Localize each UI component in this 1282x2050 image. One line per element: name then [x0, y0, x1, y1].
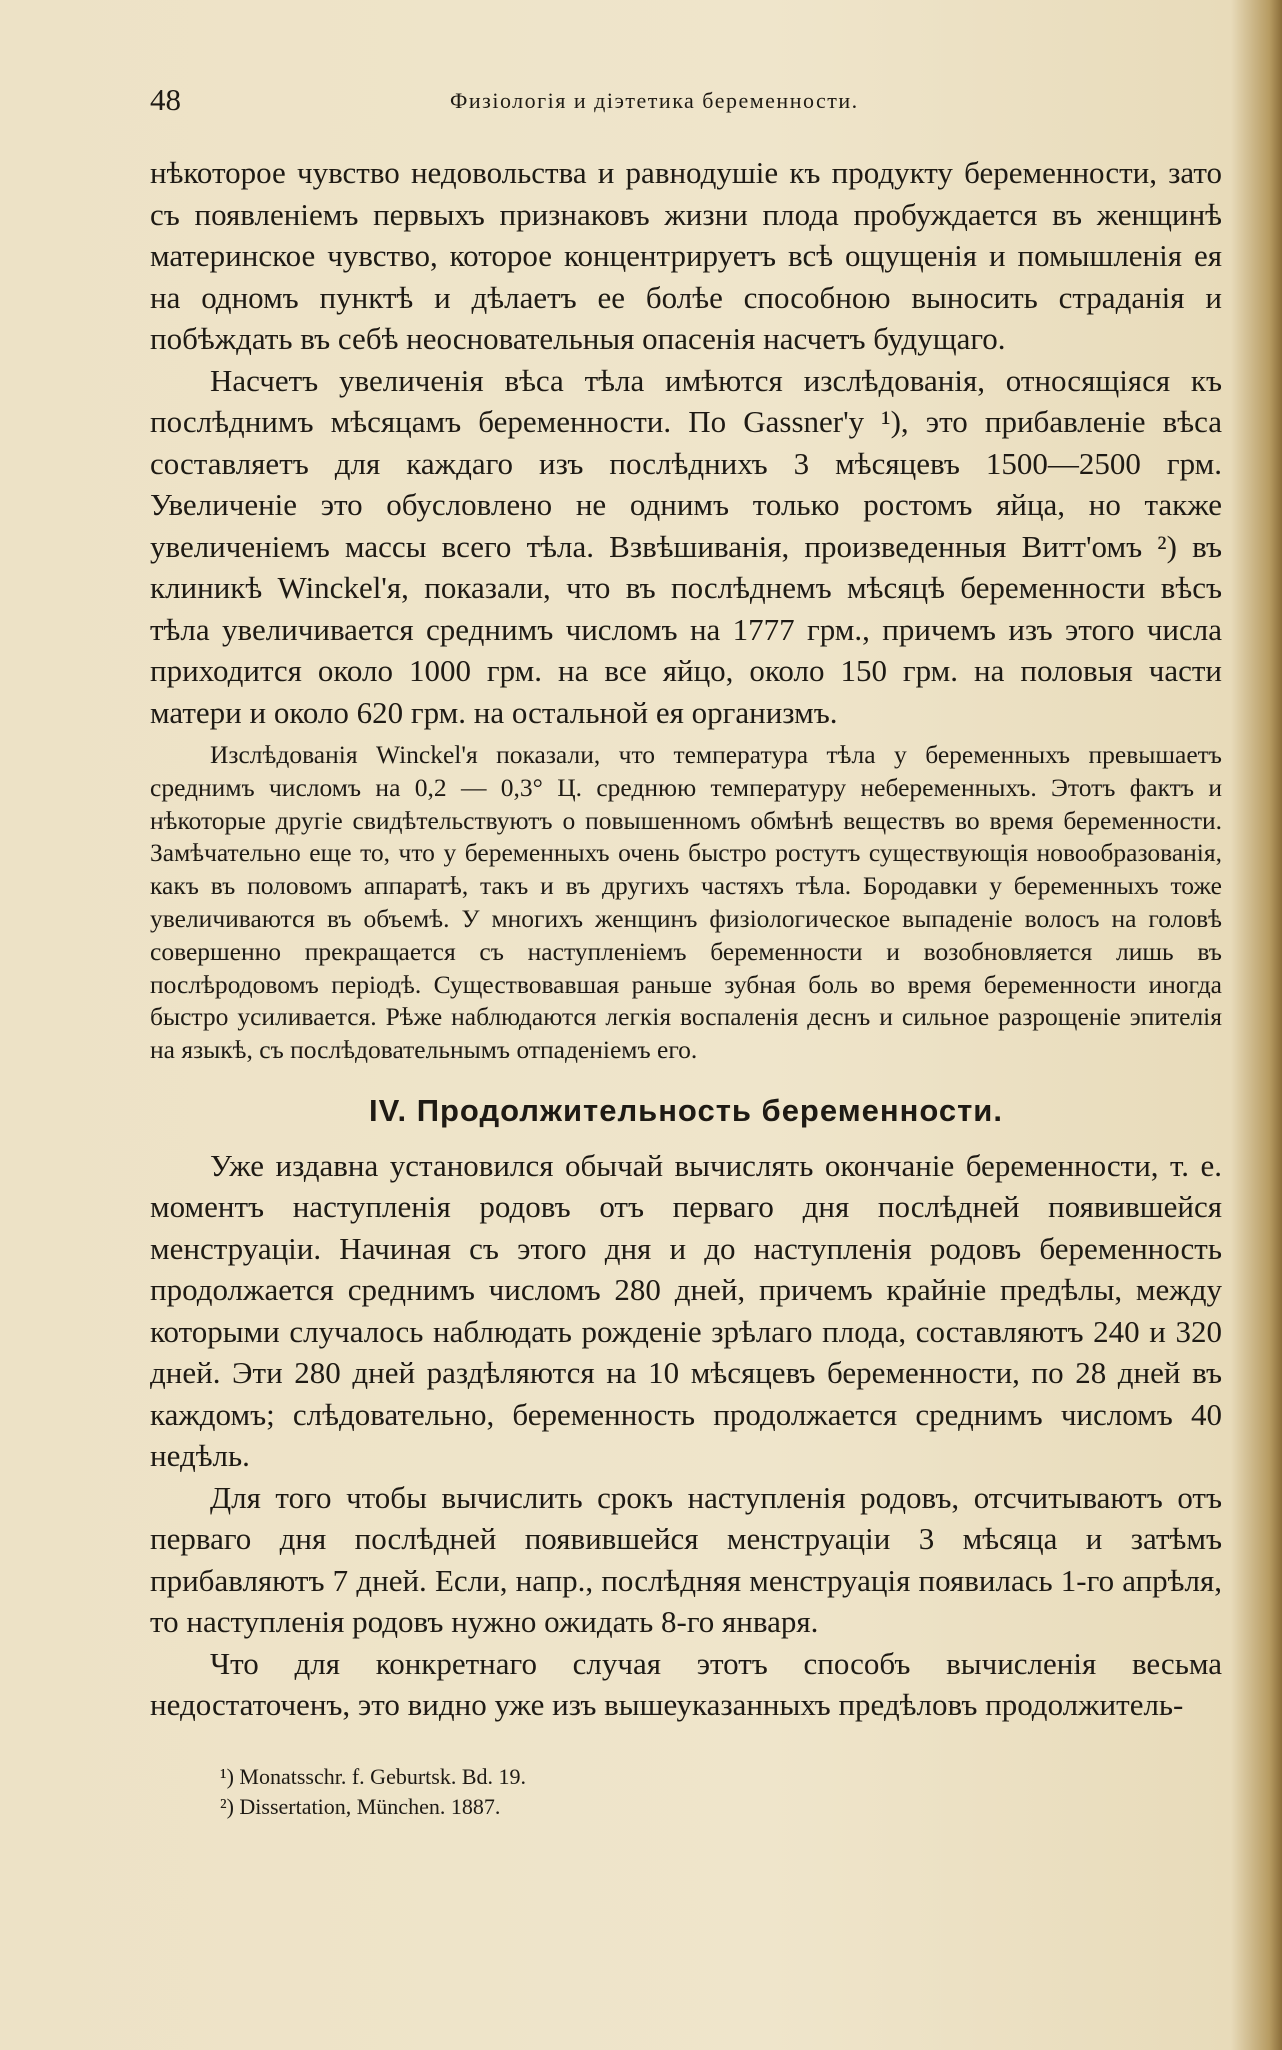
section-heading: IV. Продолжительность беременности. — [369, 1092, 1003, 1128]
paragraph-calculation: Для того чтобы вычислить срокъ наступленiя родовъ, отсчитываютъ отъ перваго дня послѣдней появившейся менструацiи 3 мѣсяца и затѣмъ прибавляютъ 7 дней. Если, напр., послѣдняя менструацiя появилась 1-го апрѣля, то наступленiя родовъ нужно ожидать 8-го января. — [150, 1479, 1222, 1640]
paragraph-weight-gain: Насчетъ увеличенiя вѣса тѣла имѣются изслѣдованiя, относящiяся къ послѣднимъ мѣсяцамъ беременности. По Gassner'у ¹), это прибавленiе вѣса составляетъ для каждаго изъ послѣднихъ 3 мѣсяцевъ 1500—2500 грм. Увеличенiе это обусловлено не однимъ только ростомъ яйца, но также увеличенiемъ массы всего тѣла. Взвѣшиванiя, произведенныя Витт'омъ ²) въ клиникѣ Winckel'я, показали, что въ послѣднемъ мѣсяцѣ беременности вѣсъ тѣла увеличивается среднимъ числомъ на 1777 грм., причемъ изъ этого числа приходится около 1000 грм. на все яйцо, около 150 грм. на половыя части матери и около 620 грм. на остальной ея организмъ. — [150, 362, 1222, 730]
page-header — [150, 78, 1222, 126]
page-body — [150, 152, 1222, 1822]
page-number: 48 — [150, 82, 181, 117]
paragraph-duration: Уже издавна установился обычай вычислять окончанiе беременности, т. е. моментъ наступленiя родовъ отъ перваго дня послѣдней появившейся менструацiи. Начиная съ этого дня и до наступленiя родовъ беременность продолжается среднимъ числомъ 280 дней, причемъ крайнiе предѣлы, между которыми случалось наблюдать рожденiе зрѣлаго плода, составляютъ 240 и 320 дней. Эти 280 дней раздѣляются на 10 мѣсяцевъ беременности, по 28 дней въ каждомъ; слѣдовательно, беременность продолжается среднимъ числомъ 40 недѣль. — [150, 1147, 1222, 1474]
paragraph-method: Что для конкретнаго случая этотъ способъ вычисленiя весьма недостаточенъ, это видно уже изъ вышеуказанныхъ предѣловъ продолжитель- — [150, 1645, 1222, 1723]
footnote-2: ²) Dissertation, München. 1887. — [220, 1793, 501, 1819]
footnote-1: ¹) Monatsschr. f. Geburtsk. Bd. 19. — [220, 1763, 527, 1789]
page-content — [150, 78, 1222, 1822]
paragraph-continuation: нѣкоторое чувство недовольства и равнодушiе къ продукту беременности, зато съ появленiемъ первыхъ признаковъ жизни плода пробуждается въ женщинѣ материнское чувство, которое концентрируетъ всѣ ощущенiя и помышленiя ея на одномъ пунктѣ и дѣлаетъ ее болѣе способною выносить страданiя и побѣждать въ себѣ неосновательныя опасенiя насчетъ будущаго. — [150, 155, 1222, 356]
paragraph-small-print: Изслѣдованiя Winckel'я показали, что температура тѣла у беременныхъ превышаетъ среднимъ числомъ на 0,2 — 0,3° Ц. среднюю температуру небеременныхъ. Этотъ фактъ и нѣкоторые другiе свидѣтельствуютъ о повышенномъ обмѣнѣ веществъ во время беременности. Замѣчательно еще то, что у беременныхъ очень быстро ростутъ существующiя новообразованiя, какъ въ половомъ аппаратѣ, такъ и въ другихъ частяхъ тѣла. Бородавки у беременныхъ тоже увеличиваются въ объемѣ. У многихъ женщинъ физiологическое выпаденiе волосъ на головѣ совершенно прекращается съ наступленiемъ беременности и возобновляется лишь въ послѣродовомъ перiодѣ. Существовавшая раньше зубная боль во время беременности иногда быстро усиливается. Рѣже наблюдаются легкiя воспаленiя деснъ и сильное разрощенiе эпителiя на языкѣ, съ послѣдовательнымъ отпаденiемъ его. — [150, 740, 1222, 1065]
running-title: Физiологiя и дiэтетика беременности. — [450, 88, 859, 113]
